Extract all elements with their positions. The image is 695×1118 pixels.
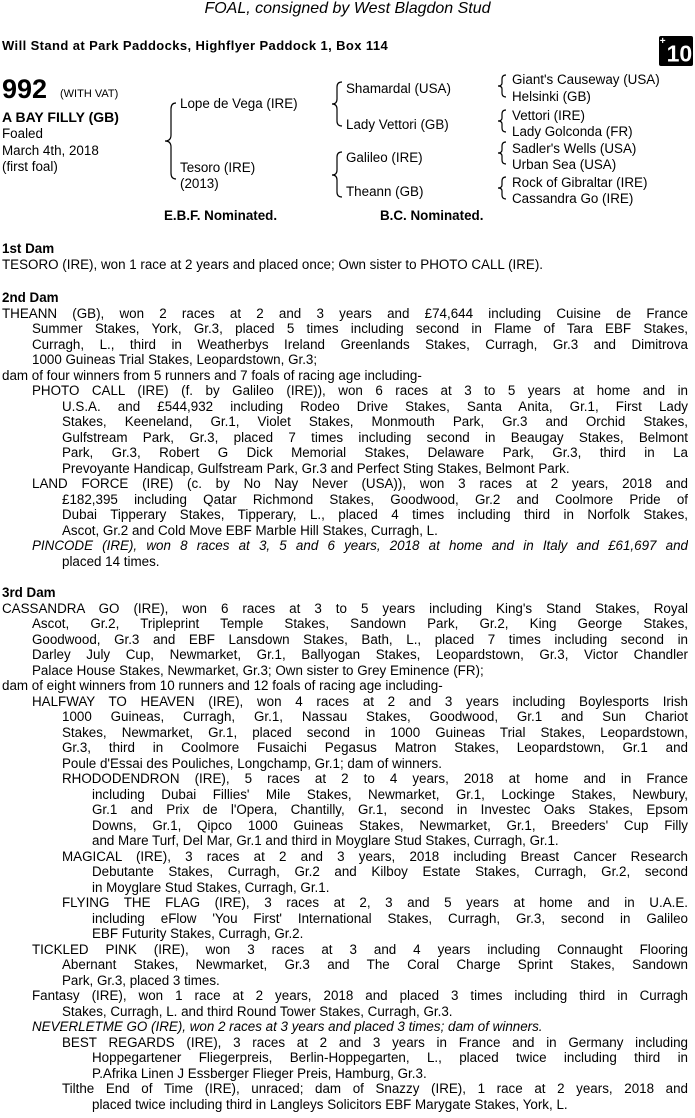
text-line: Ascot, Gr.2 and Cold Move EBF Marble Hill Stakes, Curragh, L. [62, 522, 438, 538]
text-line: Stakes, Newmarket, Gr.1, placed second in 1000 Guineas Trial Stakes, Leopardstown, [62, 724, 688, 740]
text-line: placed twice including third in Langleys Solicitors EBF Marygate Stakes, York, L. [92, 1096, 568, 1112]
text-line: Poule d'Essai des Pouliches, Longchamp, Gr.1; dam of winners. [62, 755, 442, 771]
stall-badge: +10 [659, 36, 693, 67]
page-header: FOAL, consigned by West Blagdon Stud [204, 0, 491, 17]
section-heading: 3rd Dam [2, 585, 56, 600]
text-line: and Mare Turf, Del Mar, Gr.1 and third in Moyglare Stud Stakes, Curragh, Gr.1. [92, 833, 559, 848]
ped-dss: Sadler's Wells (USA) [512, 141, 637, 156]
ped-sss: Giant's Causeway (USA) [512, 72, 660, 87]
section-heading: 2nd Dam [2, 290, 59, 305]
ped-dsd: Urban Sea (USA) [512, 157, 617, 172]
text-line: Stakes, Curragh, L. and third Round Tower Stakes, Curragh, Gr.3. [62, 1003, 453, 1019]
text-line: Ascot, Gr.2, Tripleprint Temple Stakes, Sandown Park, Gr.2, King George Stakes, [32, 616, 688, 631]
text-line: Palace House Stakes, Newmarket, Gr.3; Own sister to Grey Eminence (FR); [32, 662, 484, 678]
text-line: Gulfstream Park, Gr.3, placed 7 times including second in Beaugay Stakes, Belmont [62, 429, 688, 445]
text-line: £182,395 including Qatar Richmond Stakes, Goodwood, Gr.2 and Coolmore Pride of [62, 491, 688, 507]
text-line: dam of eight winners from 10 runners and 12 foals of racing age including- [2, 678, 443, 693]
text-line: Abernant Stakes, Newmarket, Gr.3 and The Coral Charge Sprint Stakes, Sandown [62, 957, 688, 972]
second-dam-section [2, 290, 688, 569]
text-line: Debutante Stakes, Curragh, Gr.2 and Kilboy Estate Stakes, Curragh, Gr.2, second [92, 864, 688, 879]
text-line: Stakes, Keeneland, Gr.1, Violet Stakes, Monmouth Park, Gr.3 and Orchid Stakes, [62, 414, 688, 429]
text-line: Curragh, L., third in Weatherbys Ireland Greenlands Stakes, Curragh, Gr.3 and Dimitrova [32, 336, 688, 352]
text-line: PHOTO CALL (IRE) (f. by Galileo (IRE)), won 6 races at 3 to 5 years at home and in [32, 383, 688, 398]
text-line: 1000 Guineas Trial Stakes, Leopardstown, Gr.3; [32, 352, 318, 367]
text-line: Summer Stakes, York, Gr.3, placed 5 times including second in Flame of Tara EBF Stakes, [32, 321, 688, 336]
text-line: Darley July Cup, Newmarket, Gr.1, Ballyogan Stakes, Leopardstown, Gr.3, Victor Chandler [32, 647, 688, 662]
text-line: EBF Futurity Stakes, Curragh, Gr.2. [92, 926, 304, 941]
text-line: including Dubai Fillies' Mile Stakes, Newmarket, Gr.1, Lockinge Stakes, Newbury, [92, 786, 688, 802]
text-line: LAND FORCE (IRE) (c. by No Nay Never (USA)), won 3 races at 2 years, 2018 and [32, 476, 688, 491]
ebf-nomination: E.B.F. Nominated. [164, 208, 278, 223]
horse-description: A BAY FILLY (GB) [2, 109, 119, 125]
ped-sds: Vettori (IRE) [512, 108, 585, 123]
text-line: TESORO (IRE), won 1 race at 2 years and placed once; Own sister to PHOTO CALL (IRE). [2, 256, 544, 272]
ped-dds: Rock of Gibraltar (IRE) [512, 175, 648, 190]
foaled-info: Foaled March 4th, 2018 (first foal) [2, 126, 99, 174]
dam-sire: Galileo (IRE) [346, 150, 423, 165]
text-line: P.Afrika Linen J Essberger Flieger Preis, Hamburg, Gr.3. [92, 1065, 427, 1081]
text-line: Gr.1 and Prix de l'Opera, Chantilly, Gr.1, second in Investec Oaks Stakes, Epsom [92, 802, 688, 817]
text-line: BEST REGARDS (IRE), 3 races at 2 and 3 years in France and in Germany including [62, 1034, 688, 1050]
text-line: Gr.3, third in Coolmore Fusaichi Pegasus Matron Stakes, Leopardstown, Gr.1 and [62, 740, 688, 755]
text-line: CASSANDRA GO (IRE), won 6 races at 3 to 5 years including King's Stand Stakes, Royal [2, 600, 688, 616]
text-line: placed 14 times. [62, 553, 160, 569]
ped-ddd: Cassandra Go (IRE) [512, 191, 634, 206]
text-line: TICKLED PINK (IRE), won 3 races at 3 and 4 years including Connaught Flooring [32, 941, 688, 957]
text-line: Downs, Gr.1, Qipco 1000 Guineas Stakes, Newmarket, Gr.1, Breeders' Cup Filly [92, 817, 688, 833]
lot-number: 992 [2, 74, 48, 104]
text-line: Hoppegartener Fliegerpreis, Berlin-Hoppegarten, L., placed twice including third in [92, 1050, 688, 1065]
text-line: Fantasy (IRE), won 1 race at 2 years, 2018 and placed 3 times including third in Curragh [32, 988, 688, 1003]
text-line: RHODODENDRON (IRE), 5 races at 2 to 4 years, 2018 at home and in France [62, 771, 688, 786]
dam-year: (2013) [180, 176, 219, 191]
text-line: in Moyglare Stud Stakes, Curragh, Gr.1. [92, 879, 330, 895]
section-heading: 1st Dam [2, 241, 55, 256]
bc-nomination: B.C. Nominated. [380, 208, 484, 223]
first-dam-section [2, 241, 688, 272]
text-line: THEANN (GB), won 2 races at 2 and 3 years and £74,644 including Cuisine de France [2, 305, 688, 321]
sire-sire: Shamardal (USA) [346, 81, 451, 96]
text-line: FLYING THE FLAG (IRE), 3 races at 2, 3 and 5 years at home and in U.A.E. [62, 895, 688, 910]
dam-dam: Theann (GB) [346, 184, 424, 199]
third-dam-section [2, 585, 688, 1112]
text-line: Dubai Tipperary Stakes, Tipperary, L., placed 4 times including third in Norfolk Stakes, [62, 507, 688, 522]
sire-dam: Lady Vettori (GB) [346, 117, 449, 132]
vat-note: (WITH VAT) [60, 88, 119, 100]
ped-ssd: Helsinki (GB) [512, 89, 591, 104]
text-line: U.S.A. and £544,932 including Rodeo Drive Stakes, Santa Anita, Gr.1, First Lady [62, 398, 688, 414]
text-line: HALFWAY TO HEAVEN (IRE), won 4 races at 2 and 3 years including Boylesports Irish [32, 693, 688, 709]
text-line: including eFlow 'You First' International Stakes, Curragh, Gr.3, second in Galileo [92, 910, 688, 926]
text-line: Tilthe End of Time (IRE), unraced; dam of Snazzy (IRE), 1 race at 2 years, 2018 and [62, 1081, 688, 1096]
sire: Lope de Vega (IRE) [180, 96, 298, 111]
location: Will Stand at Park Paddocks, Highflyer Paddock 1, Box 114 [2, 38, 389, 53]
text-line: Prevoyante Handicap, Gulfstream Park, Gr.3 and Perfect Sting Stakes, Belmont Park. [62, 460, 570, 476]
text-line: Goodwood, Gr.3 and EBF Lansdown Stakes, Bath, L., placed 7 times including second in [32, 631, 688, 647]
dam: Tesoro (IRE) [180, 160, 256, 175]
text-line: MAGICAL (IRE), 3 races at 2 and 3 years, 2018 including Breast Cancer Research [62, 848, 688, 864]
text-line: PINCODE (IRE), won 8 races at 3, 5 and 6 years, 2018 at home and in Italy and £61,697 and [32, 538, 688, 553]
text-line: dam of four winners from 5 runners and 7 foals of racing age including- [2, 367, 422, 383]
ped-sdd: Lady Golconda (FR) [512, 124, 633, 139]
text-line: Park, Gr.3, placed 3 times. [62, 972, 220, 988]
text-line: 1000 Guineas, Curragh, Gr.1, Nassau Stakes, Goodwood, Gr.1 and Sun Chariot [62, 709, 688, 724]
text-line: Park, Gr.3, Robert G Dick Memorial Stakes, Delaware Park, Gr.3, third in La [62, 445, 688, 460]
text-line: NEVERLETME GO (IRE), won 2 races at 3 years and placed 3 times; dam of winners. [32, 1019, 543, 1034]
